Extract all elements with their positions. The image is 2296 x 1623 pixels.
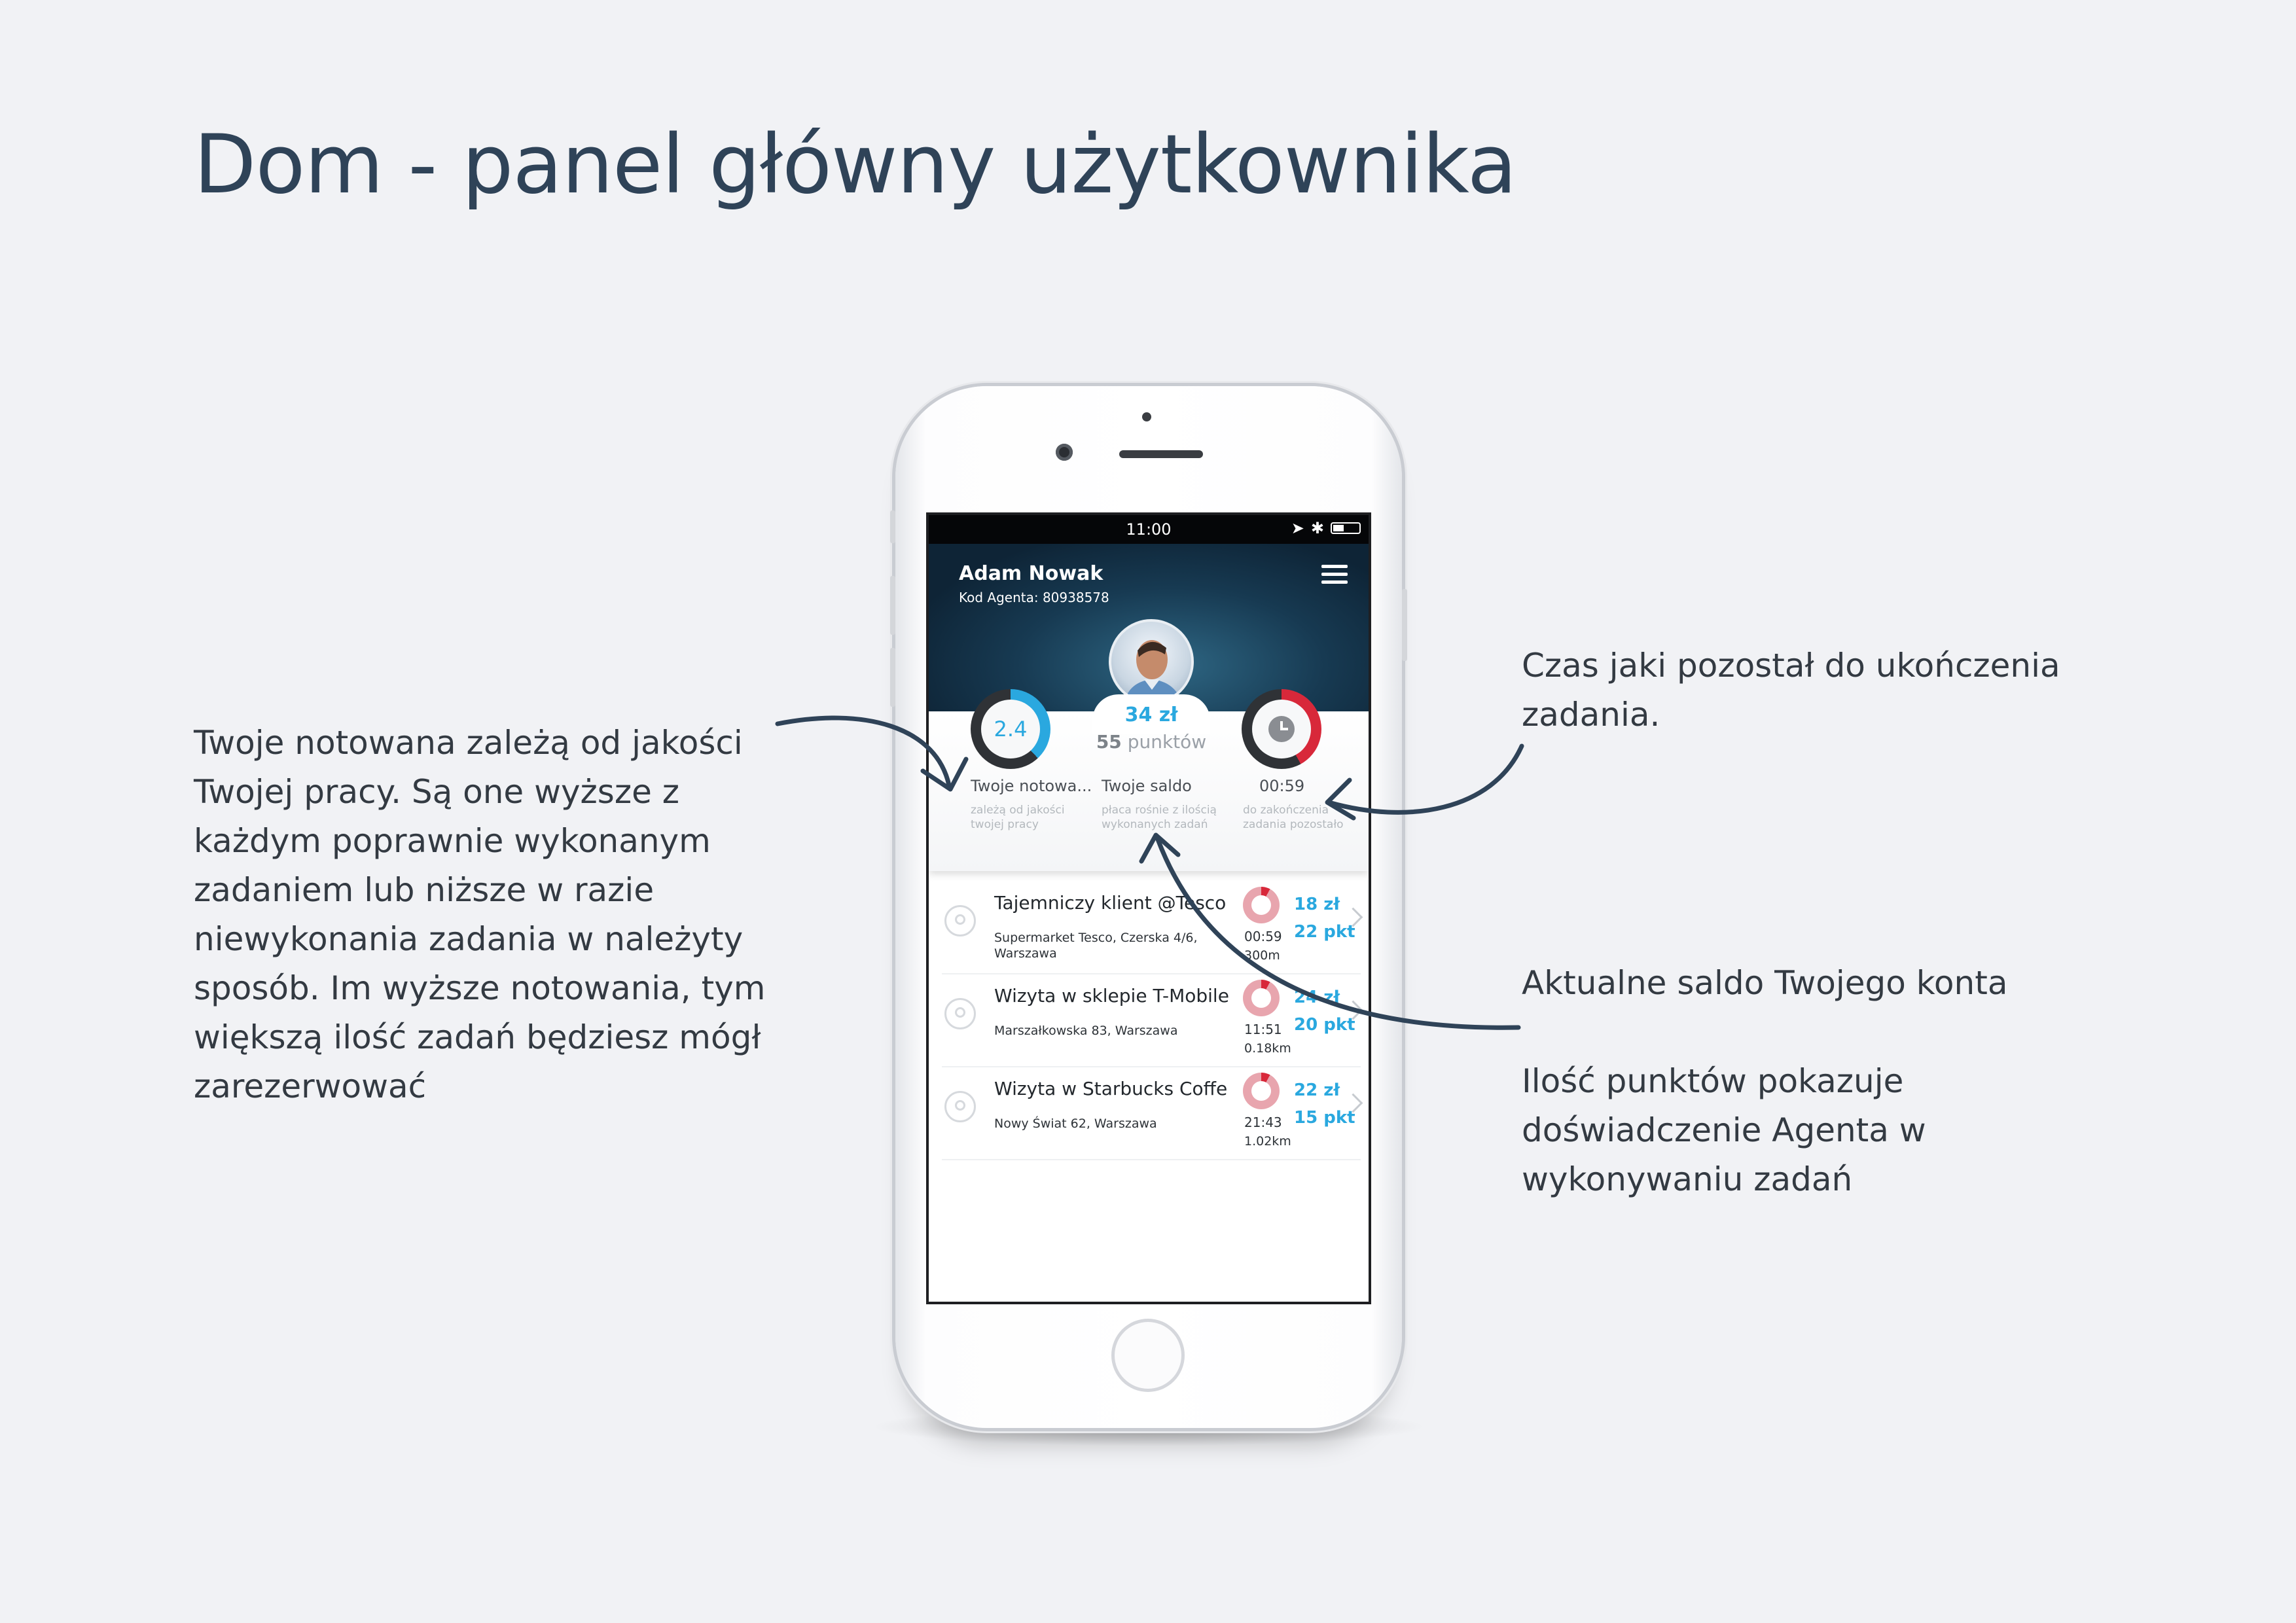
rating-sub: zależą od jakości twojej pracy	[971, 804, 1065, 831]
balance-amount: 34 zł	[1124, 704, 1178, 726]
arrow-balance	[1157, 838, 1518, 1027]
rating-label: Twoje notowa...	[971, 777, 1092, 795]
task-time: 21:43	[1244, 1115, 1282, 1130]
task-address: Marszałkowska 83, Warszawa	[994, 1024, 1178, 1038]
points-value: 55	[1096, 731, 1122, 753]
task-points: 15 pkt	[1294, 1108, 1355, 1128]
points-annotation: Ilość punktów pokazuje doświadczenie Agenta w wykonywaniu zadań	[1522, 1062, 1926, 1198]
timer-annotation: Czas jaki pozostał do ukończenia zadania.	[1522, 647, 2060, 734]
task-price: 18 zł	[1294, 895, 1340, 914]
timer-sub: do zakończenia zadania pozostało	[1243, 804, 1344, 831]
arrow-timer-head	[1327, 780, 1354, 818]
task-price: 22 zł	[1294, 1080, 1340, 1100]
rating-annotation: Twoje notowana zależą od jakości Twojej pracy. Są one wyższe z każdym poprawnie wykonanym zadaniem lub niższe w razie niewykonania zadania w należyty sposób. Im wyższe notowania, tym większą ilość zadań będziesz mógł zarezerwować	[194, 724, 766, 1105]
timer-value: 00:59	[1259, 777, 1305, 795]
points-unit: punktów	[1127, 731, 1207, 753]
user-name: Adam Nowak	[959, 562, 1103, 585]
balance-annotation: Aktualne saldo Twojego konta	[1522, 964, 2008, 1002]
task-points: 20 pkt	[1294, 1015, 1355, 1035]
task-time: 00:59	[1244, 929, 1282, 944]
rating-value: 2.4	[994, 717, 1028, 741]
task-title: Wizyta w Starbucks Coffe	[994, 1078, 1228, 1099]
agent-code: Kod Agenta: 80938578	[959, 590, 1109, 605]
task-distance: 300m	[1244, 948, 1280, 963]
task-distance: 1.02km	[1244, 1134, 1291, 1149]
task-title: Wizyta w sklepie T-Mobile	[994, 985, 1229, 1007]
status-time: 11:00	[1126, 520, 1172, 539]
location-icon: ➤	[1291, 519, 1304, 537]
balance-sub: płaca rośnie z ilością wykonanych zadań	[1102, 804, 1217, 831]
task-title: Tajemniczy klient @Tesco	[994, 892, 1227, 914]
task-address: Supermarket Tesco, Czerska 4/6, Warszawa	[994, 931, 1198, 961]
task-points: 22 pkt	[1294, 922, 1355, 942]
task-distance: 0.18km	[1244, 1041, 1291, 1056]
task-address: Nowy Świat 62, Warszawa	[994, 1116, 1157, 1131]
balance-label: Twoje saldo	[1102, 777, 1192, 795]
arrow-timer	[1329, 746, 1522, 812]
page-title: Dom - panel główny użytkownika	[194, 118, 1516, 212]
task-price: 24 zł	[1294, 988, 1340, 1007]
bluetooth-icon: ✱	[1310, 519, 1324, 537]
arrow-rating	[778, 718, 949, 785]
task-time: 11:51	[1244, 1022, 1282, 1037]
